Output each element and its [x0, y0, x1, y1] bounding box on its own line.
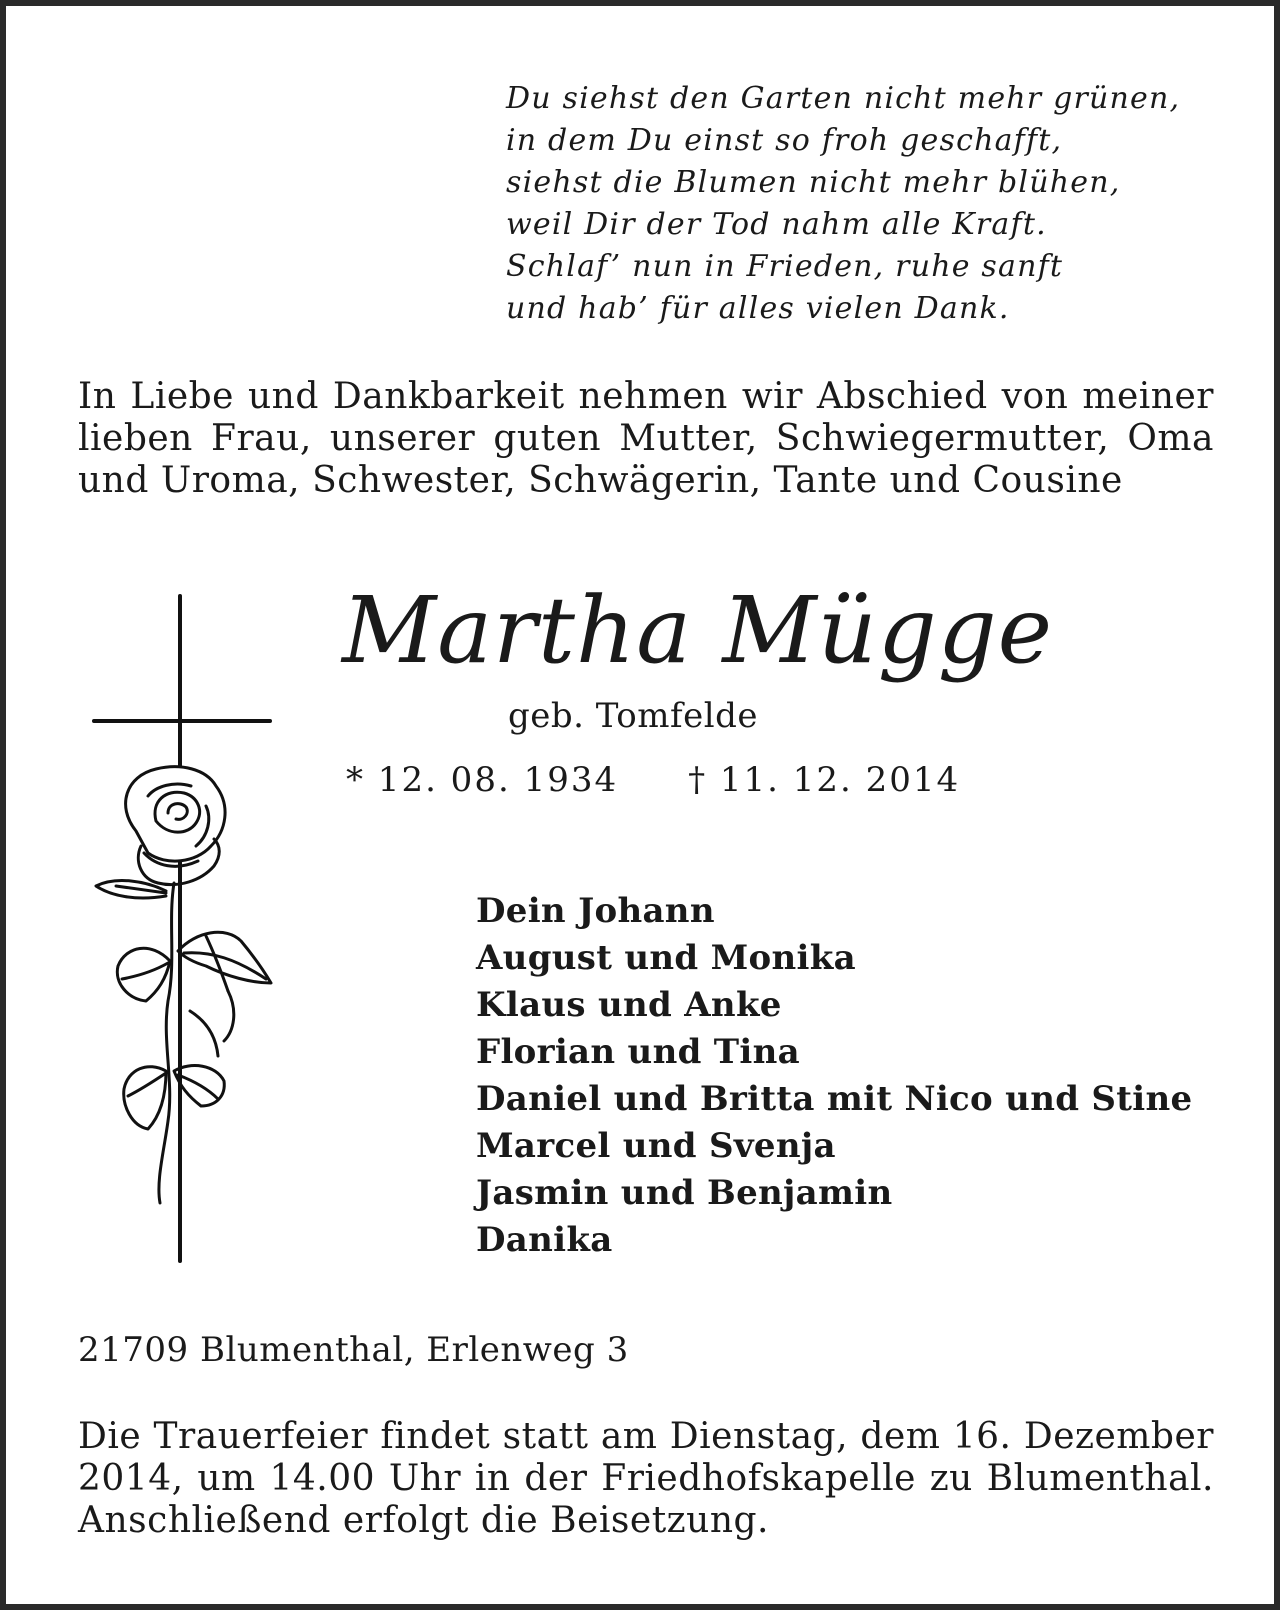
poem-line: in dem Du einst so froh geschafft,	[506, 123, 1063, 158]
poem-line: siehst die Blumen nicht mehr blühen,	[506, 165, 1121, 200]
mourner-item: Florian und Tina	[476, 1032, 800, 1072]
funeral-service-text: Die Trauerfeier findet statt am Dienstag, dem 16. Dezember 2014, um 14.00 Uhr in der Friedhofskapelle zu Blumenthal. Anschließend erfolgt die Beisetzung.	[78, 1416, 1214, 1541]
intro-text: In Liebe und Dankbarkeit nehmen wir Abschied von meiner lieben Frau, unserer guten Mutter, Schwiegermutter, Oma und Uroma, Schwester, Schwägerin, Tante und Cousine	[78, 376, 1214, 501]
mourner-item: Klaus und Anke	[476, 985, 782, 1025]
mourner-item: Daniel und Britta mit Nico und Stine	[476, 1079, 1193, 1119]
mourner-item: Jasmin und Benjamin	[476, 1173, 893, 1213]
address: 21709 Blumenthal, Erlenweg 3	[78, 1330, 629, 1370]
poem-line: und hab’ für alles vielen Dank.	[506, 291, 1010, 326]
mourner-item: Dein Johann	[476, 891, 715, 931]
poem-line: Du siehst den Garten nicht mehr grünen,	[506, 81, 1181, 116]
maiden-name: geb. Tomfelde	[508, 696, 758, 736]
mourner-item: Danika	[476, 1220, 613, 1260]
cross-with-rose-icon	[56, 591, 296, 1271]
mourner-item: August und Monika	[476, 938, 856, 978]
death-date: † 11. 12. 2014	[688, 760, 961, 800]
deceased-name: Martha Mügge	[342, 577, 1054, 684]
poem-line: Schlaf’ nun in Frieden, ruhe sanft	[506, 249, 1064, 284]
poem-line: weil Dir der Tod nahm alle Kraft.	[506, 207, 1047, 242]
mourners-list	[476, 888, 1192, 1264]
birth-date: * 12. 08. 1934	[346, 760, 619, 800]
mourner-item: Marcel und Svenja	[476, 1126, 836, 1166]
life-dates	[346, 760, 960, 800]
poem	[506, 78, 1180, 330]
